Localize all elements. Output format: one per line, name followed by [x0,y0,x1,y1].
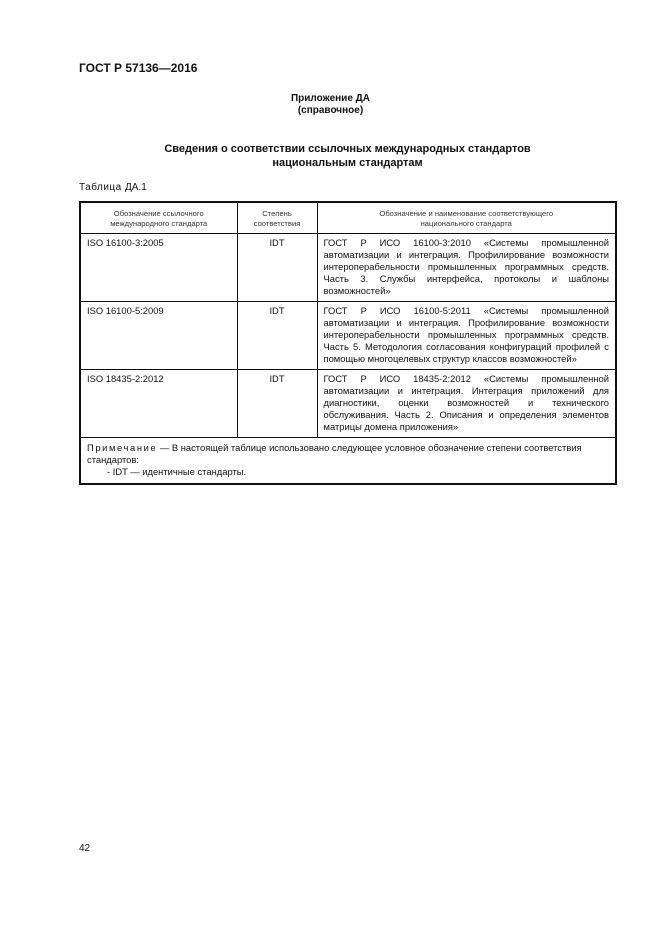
column-header-degree: Степень соответствия [237,202,317,234]
note-item: - IDT — идентичные стандарты. [107,466,247,477]
cell-degree: IDT [237,302,317,370]
note-label: Примечание [87,442,158,453]
table-note-row [80,438,616,485]
section-title [0,142,661,170]
cell-degree: IDT [237,370,317,438]
page-number: 42 [79,843,91,854]
note-text [87,442,609,466]
document-code: ГОСТ Р 57136—2016 [79,61,198,75]
table-header-row [80,202,616,234]
section-title-line2: национальным стандартам [272,157,423,169]
appendix-title: Приложение ДА [290,93,371,104]
cell-degree: IDT [237,234,317,302]
column-header-intl-standard: Обозначение ссылочного международного стандарта [80,202,237,234]
table-row [80,234,616,302]
table-row [80,370,616,438]
cell-intl-standard: ISO 16100-5:2009 [80,302,237,370]
column-header-national-standard: Обозначение и наименование соответствующего национального стандарта [317,202,616,234]
section-title-line1: Сведения о соответствии ссылочных международных стандартов [164,143,531,155]
table-caption-number: ДА.1 [125,182,147,193]
appendix-heading [0,93,661,117]
table-caption-word: Таблица [79,182,122,193]
table-note [80,438,616,485]
table-row [80,302,616,370]
cell-national-standard: ГОСТ Р ИСО 18435-2:2012 «Системы промышленной автоматизации и интеграция. Интеграция приложений для диагностики, оценки возможностей и технического обслуживания. Часть 2. Описания и определения элементов матрицы домена приложения» [317,370,616,438]
cell-national-standard: ГОСТ Р ИСО 16100-3:2010 «Системы промышленной автоматизации и интеграция. Профилирование возможности интероперабельности промышленных программных средств. Часть 3. Службы интерфейса, протоколы и шаблоны возможностей» [317,234,616,302]
cell-intl-standard: ISO 18435-2:2012 [80,370,237,438]
cell-intl-standard: ISO 16100-3:2005 [80,234,237,302]
note-body: — В настоящей таблице использовано следующее условное обозначение степени соответствия стандартов: [87,442,582,465]
cell-national-standard: ГОСТ Р ИСО 16100-5:2011 «Системы промышленной автоматизации и интеграция. Профилирование возможности интероперабельности промышленных программных средств. Часть 5. Методология согласования конфигураций профилей с помощью многоцелевых структур классов возможностей» [317,302,616,370]
table-caption [79,182,147,193]
appendix-subtitle: (справочное) [297,105,364,116]
correspondence-table [79,201,617,485]
